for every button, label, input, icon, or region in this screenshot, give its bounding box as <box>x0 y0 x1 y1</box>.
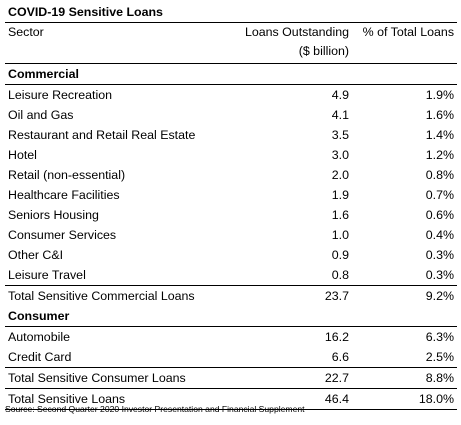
source-note: Source: Second Quarter 2020 Investor Presentation and Financial Supplement <box>5 404 305 414</box>
header-loans-line1: Loans Outstanding <box>244 25 349 39</box>
row-loans: 1.0 <box>331 228 349 242</box>
row-loans: 4.1 <box>331 108 349 122</box>
table-row <box>5 145 457 165</box>
header-sector: Sector <box>5 23 230 64</box>
row-pct: 1.9% <box>425 88 455 102</box>
row-loans: 0.8 <box>331 268 349 282</box>
section-commercial <box>5 64 457 85</box>
covid-sensitive-loans-table <box>5 3 457 410</box>
row-sector: Automobile <box>8 330 70 344</box>
loans-table-container <box>5 3 457 410</box>
table-row <box>5 327 457 348</box>
row-pct: 0.6% <box>425 208 455 222</box>
row-pct: 0.8% <box>425 168 455 182</box>
section-label-consumer: Consumer <box>5 306 457 327</box>
row-sector: Healthcare Facilities <box>8 188 120 202</box>
grand-total-loans: 46.4 <box>230 389 352 410</box>
row-sector: Credit Card <box>8 350 72 364</box>
section-consumer <box>5 306 457 327</box>
row-sector: Hotel <box>8 148 37 162</box>
total-consumer-loans: 22.7 <box>230 368 352 389</box>
row-loans: 0.9 <box>331 248 349 262</box>
table-row <box>5 225 457 245</box>
row-loans: 3.5 <box>331 128 349 142</box>
row-sector: Oil and Gas <box>8 108 74 122</box>
table-title: COVID-19 Sensitive Loans <box>5 3 457 23</box>
row-loans: 1.6 <box>331 208 349 222</box>
grand-total-label: Total Sensitive Loans <box>5 389 230 410</box>
row-sector: Restaurant and Retail Real Estate <box>8 128 196 142</box>
total-consumer-row <box>5 368 457 389</box>
row-loans: 16.2 <box>324 330 349 344</box>
row-pct: 1.4% <box>425 128 455 142</box>
table-row <box>5 205 457 225</box>
row-sector: Consumer Services <box>8 228 117 242</box>
header-row <box>5 23 457 64</box>
grand-total-pct: 18.0% <box>352 389 457 410</box>
row-sector: Retail (non-essential) <box>8 168 126 182</box>
total-commercial-pct: 9.2% <box>352 286 457 307</box>
total-commercial-label: Total Sensitive Commercial Loans <box>5 286 230 307</box>
table-row <box>5 245 457 265</box>
row-sector: Seniors Housing <box>8 208 99 222</box>
header-loans-outstanding <box>230 23 352 64</box>
row-pct: 0.3% <box>425 248 455 262</box>
row-loans: 3.0 <box>331 148 349 162</box>
row-pct: 0.7% <box>425 188 455 202</box>
row-pct: 0.3% <box>425 268 455 282</box>
row-sector: Other C&I <box>8 248 64 262</box>
row-loans: 4.9 <box>331 88 349 102</box>
section-label-commercial: Commercial <box>5 64 457 85</box>
row-loans: 6.6 <box>331 350 349 364</box>
header-pct-total: % of Total Loans <box>352 23 457 64</box>
table-row <box>5 347 457 368</box>
total-consumer-pct: 8.8% <box>352 368 457 389</box>
row-sector: Leisure Travel <box>8 268 86 282</box>
total-commercial-row <box>5 286 457 307</box>
table-title-row <box>5 3 457 23</box>
row-loans: 2.0 <box>331 168 349 182</box>
total-consumer-label: Total Sensitive Consumer Loans <box>5 368 230 389</box>
row-pct: 2.5% <box>425 350 455 364</box>
row-pct: 0.4% <box>425 228 455 242</box>
table-row <box>5 165 457 185</box>
total-commercial-loans: 23.7 <box>230 286 352 307</box>
table-row <box>5 265 457 286</box>
row-pct: 1.6% <box>425 108 455 122</box>
table-row <box>5 85 457 106</box>
row-loans: 1.9 <box>331 188 349 202</box>
table-row <box>5 125 457 145</box>
table-row <box>5 185 457 205</box>
header-loans-line2: ($ billion) <box>298 44 349 58</box>
row-pct: 6.3% <box>425 330 455 344</box>
table-row <box>5 105 457 125</box>
row-sector: Leisure Recreation <box>8 88 113 102</box>
row-pct: 1.2% <box>425 148 455 162</box>
